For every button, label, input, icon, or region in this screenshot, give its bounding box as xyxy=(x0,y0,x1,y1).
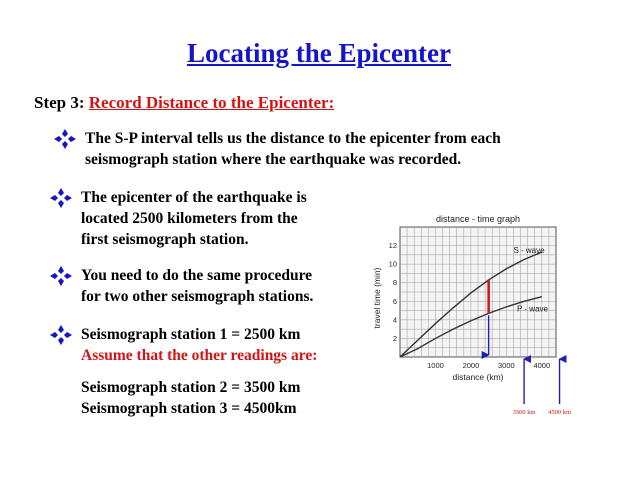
bullet-sp-interval: The S-P interval tells us the distance to the epicenter from each seismograph station where the earthquake was recorded. xyxy=(85,128,605,170)
x-axis-label: distance (km) xyxy=(452,372,504,382)
x-tick-label: 2000 xyxy=(462,361,480,370)
x-tick-label: 3000 xyxy=(498,361,515,370)
x-tick-label: 4000 xyxy=(533,361,551,370)
bullet-same-procedure: You need to do the same procedure for two other seismograph stations. xyxy=(81,265,371,307)
bullet-diamond-icon xyxy=(49,324,73,346)
step-prefix: Step 3: xyxy=(34,93,85,112)
bullet-diamond-icon xyxy=(49,265,73,287)
bullet-station-1: Seismograph station 1 = 2500 km Assume that the other readings are: xyxy=(81,324,381,366)
y-tick-label: 12 xyxy=(388,241,397,251)
series-label: P - wave xyxy=(517,304,548,314)
step-heading xyxy=(34,93,334,113)
page-title: Locating the Epicenter xyxy=(187,38,451,68)
bullet-epicenter-distance: The epicenter of the earthquake is located 2500 kilometers from the first seismograph station. xyxy=(81,187,361,250)
station-3-reading: Seismograph station 3 = 4500km xyxy=(81,400,297,417)
y-tick-label: 10 xyxy=(388,259,397,269)
chart-title: distance - time graph xyxy=(435,214,521,224)
y-tick-label: 4 xyxy=(392,315,397,325)
arrow-label-3500: 3500 km xyxy=(512,409,536,416)
arrow-label-4500: 4500 km xyxy=(548,409,572,416)
x-tick-label: 1000 xyxy=(427,361,444,370)
distance-time-graph xyxy=(368,204,630,428)
station-2-reading: Seismograph station 2 = 3500 km xyxy=(81,379,301,396)
y-tick-label: 6 xyxy=(392,296,397,306)
step-label: Record Distance to the Epicenter: xyxy=(88,93,335,112)
station-readings xyxy=(81,377,300,419)
y-tick-label: 2 xyxy=(392,333,397,343)
series-label: S - wave xyxy=(513,246,545,255)
bullet-diamond-icon xyxy=(49,187,73,209)
y-tick-label: 8 xyxy=(392,278,397,288)
y-axis-label: travel time (min) xyxy=(372,267,382,329)
bullet-diamond-icon xyxy=(53,128,77,150)
